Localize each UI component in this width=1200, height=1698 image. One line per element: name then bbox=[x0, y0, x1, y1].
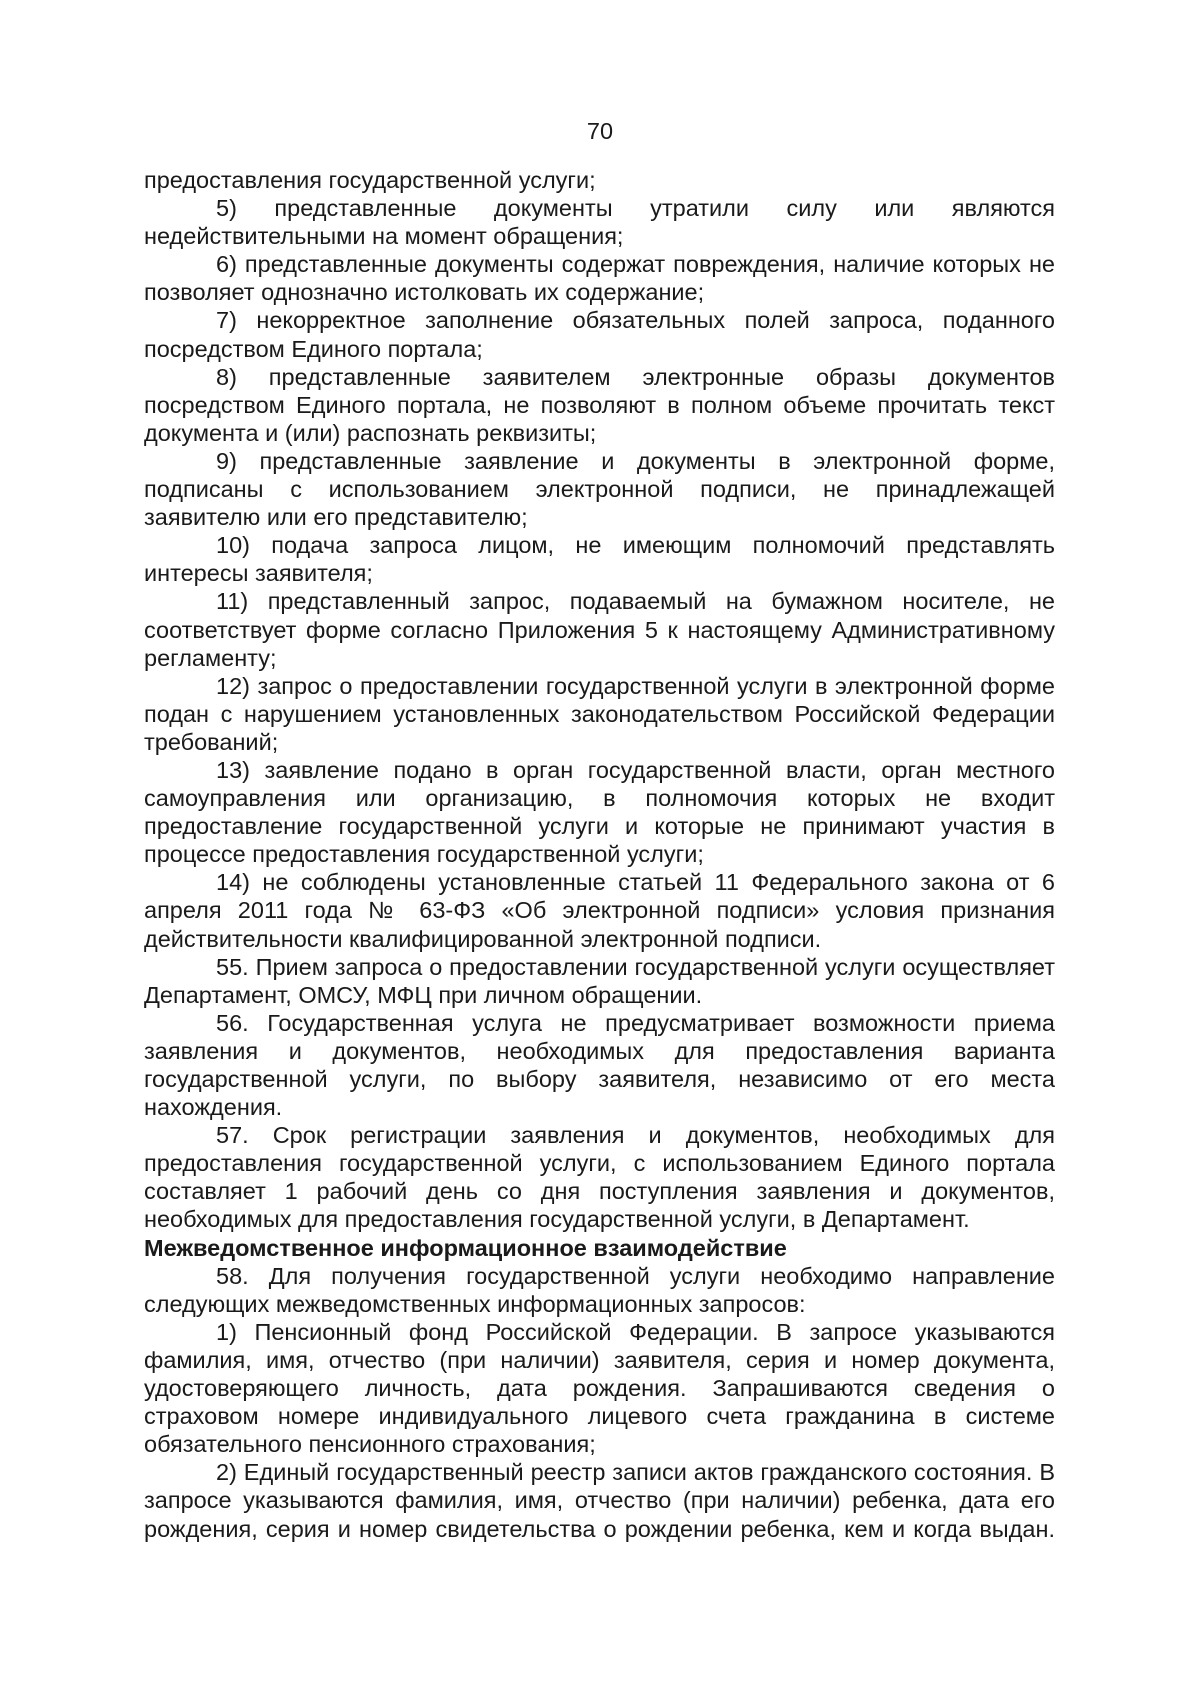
list-item: 5) представленные документы утратили силу или являются недействительными на момент обращения; bbox=[144, 195, 1055, 250]
list-item: 8) представленные заявителем электронные образы документов посредством Единого портала, не позволяют в полном объеме прочитать текст документа и (или) распознать реквизиты; bbox=[144, 363, 1055, 446]
paragraph: 56. Государственная услуга не предусматривает возможности приема заявления и документов, необходимых для предоставления варианта государственной услуги, по выбору заявителя, независимо от его места нахождения. bbox=[144, 1009, 1055, 1121]
document-body bbox=[144, 166, 1055, 1543]
list-item: 13) заявление подано в орган государственной власти, орган местного самоуправления или организацию, в полномочия которых не входит предоставление государственной услуги и которые не принимают участия в процессе предоставления государственной услуги; bbox=[144, 756, 1055, 868]
list-item: 6) представленные документы содержат повреждения, наличие которых не позволяет однозначно истолковать их содержание; bbox=[144, 251, 1055, 306]
list-item: 9) представленные заявление и документы в электронной форме, подписаны с использованием электронной подписи, не принадлежащей заявителю или его представителю; bbox=[144, 447, 1055, 531]
paragraph: предоставления государственной услуги; bbox=[144, 167, 596, 193]
list-item: 10) подача запроса лицом, не имеющим полномочий представлять интересы заявителя; bbox=[144, 532, 1055, 587]
list-item: 14) не соблюдены установленные статьей 11 Федерального закона от 6 апреля 2011 года № 63-ФЗ «Об электронной подписи» условия признания действительности квалифицированной электронной подписи. bbox=[144, 869, 1055, 952]
list-item: 12) запрос о предоставлении государственной услуги в электронной форме подан с нарушением установленных законодательством Российской Федерации требований; bbox=[144, 672, 1055, 755]
section-heading: Межведомственное информационное взаимодействие bbox=[144, 1234, 787, 1261]
paragraph: 55. Прием запроса о предоставлении государственной услуги осуществляет Департамент, ОМСУ, МФЦ при личном обращении. bbox=[144, 953, 1055, 1008]
page-number: 70 bbox=[586, 118, 614, 144]
list-item: 11) представленный запрос, подаваемый на бумажном носителе, не соответствует форме согласно Приложения 5 к настоящему Административному регламенту; bbox=[144, 588, 1055, 671]
list-item: 2) Единый государственный реестр записи актов гражданского состояния. В запросе указываются фамилия, имя, отчество (при наличии) ребенка, дата его рождения, серия и номер свидетельства о рождении ребенка, кем и когда выдан. bbox=[144, 1459, 1055, 1542]
list-item: 1) Пенсионный фонд Российской Федерации. В запросе указываются фамилия, имя, отчество (при наличии) заявителя, серия и номер документа, удостоверяющего личность, дата рождения. Запрашиваются сведения о страховом номере индивидуального лицевого счета гражданина в системе обязательного пенсионного страхования; bbox=[144, 1318, 1055, 1458]
list-item: 7) некорректное заполнение обязательных полей запроса, поданного посредством Единого портала; bbox=[144, 307, 1055, 362]
paragraph: 57. Срок регистрации заявления и документов, необходимых для предоставления государственной услуги, с использованием Единого портала составляет 1 рабочий день со дня поступления заявления и документов, необходимых для предоставления государственной услуги, в Департамент. bbox=[144, 1122, 1055, 1233]
paragraph: 58. Для получения государственной услуги необходимо направление следующих межведомственных информационных запросов: bbox=[144, 1262, 1055, 1317]
